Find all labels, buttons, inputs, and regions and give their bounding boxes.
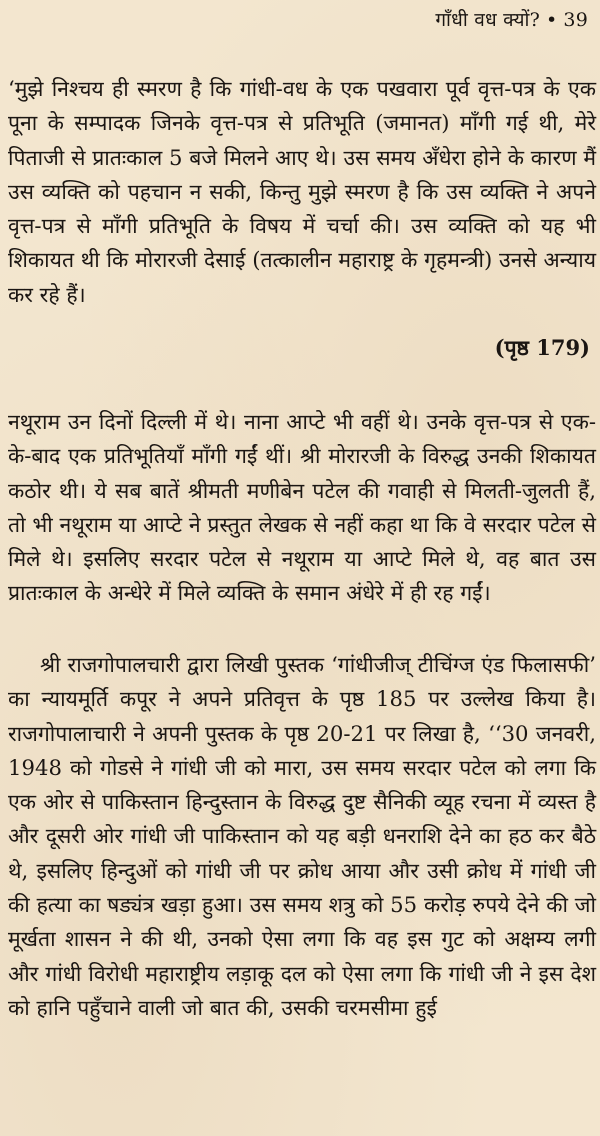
paragraph-2 [8,648,596,1025]
paragraph-1 [8,405,596,611]
running-header [435,6,588,32]
header-title: गाँधी वध क्यों? [435,9,540,31]
quote-text: ‘मुझे निश्चय ही स्मरण है कि गांधी-वध के एक पखवारा पूर्व वृत्त-पत्र के एक पूना के सम्पादक जिनके वृत्त-पत्र से प्रतिभूति (जमानत) माँगी गई थी, मेरे पिताजी से प्रातःकाल 5 बजे मिलने आए थे। उस समय अँधेरा होने के कारण मैं उस व्यक्ति को पहचान न सकी, किन्तु मुझे स्मरण है कि उस व्यक्ति ने अपने वृत्त-पत्र से माँगी प्रतिभूति के विषय में चर्चा की। उस व्यक्ति को यह भी शिकायत थी कि मोरारजी देसाई (तत्कालीन महाराष्ट्र के गृहमन्त्री) उनसे अन्याय कर रहे हैं। [8,76,596,307]
paragraph-1-text: नथूराम उन दिनों दिल्ली में थे। नाना आप्टे भी वहीं थे। उनके वृत्त-पत्र से एक-के-बाद एक प्रतिभूतियाँ माँगी गईं थीं। श्री मोरारजी के विरुद्ध उनकी शिकायत कठोर थी। ये सब बातें श्रीमती मणीबेन पटेल की गवाही से मिलती-जुलती हैं, तो भी नथूराम या आप्टे ने प्रस्तुत लेखक से नहीं कहा था कि वे सरदार पटेल से मिले थे। इसलिए सरदार पटेल से नथूराम या आप्टे मिले थे, वह बात उस प्रातःकाल के अन्धेरे में मिले व्यक्ति के समान अंधेरे में ही रह गईं। [8,409,596,606]
paragraph-2-text: श्री राजगोपालचारी द्वारा लिखी पुस्तक ‘गांधीजीज् टीचिंग्ज एंड फिलासफी’ का न्यायमूर्ति कपूर ने अपने प्रतिवृत्त के पृष्ठ 185 पर उल्लेख किया है। राजगोपालाचारी ने अपनी पुस्तक के पृष्ठ 20-21 पर लिखा है, ‘‘30 जनवरी, 1948 को गोडसे ने गांधी जी को मारा, उस समय सरदार पटेल को लगा कि एक ओर से पाकिस्तान हिन्दुस्तान के विरुद्ध दुष्ट सैनिकी व्यूह रचना में व्यस्त है और दूसरी ओर गांधी जी पाकिस्तान को यह बड़ी धनराशि देने का हठ कर बैठे थे, इसलिए हिन्दुओं को गांधी जी पर क्रोध आया और उसी क्रोध में गांधी जी की हत्या का षड्यंत्र खड़ा हुआ। उस समय शत्रु को 55 करोड़ रुपये देने की जो मूर्खता शासन ने की थी, उनको ऐसा लगा कि वह इस गुट को अक्षम्य लगी और गांधी विरोधी महाराष्ट्रीय लड़ाकू दल को ऐसा लगा कि गांधी जी ने इस देश को हानि पहुँचाने वाली जो बात की, उसकी चरमसीमा हुई [8,652,596,1020]
header-bullet: • [546,9,558,31]
quote-block [8,72,596,312]
page-number: 39 [563,9,588,31]
page-reference: (पृष्ठ 179) [494,335,590,360]
